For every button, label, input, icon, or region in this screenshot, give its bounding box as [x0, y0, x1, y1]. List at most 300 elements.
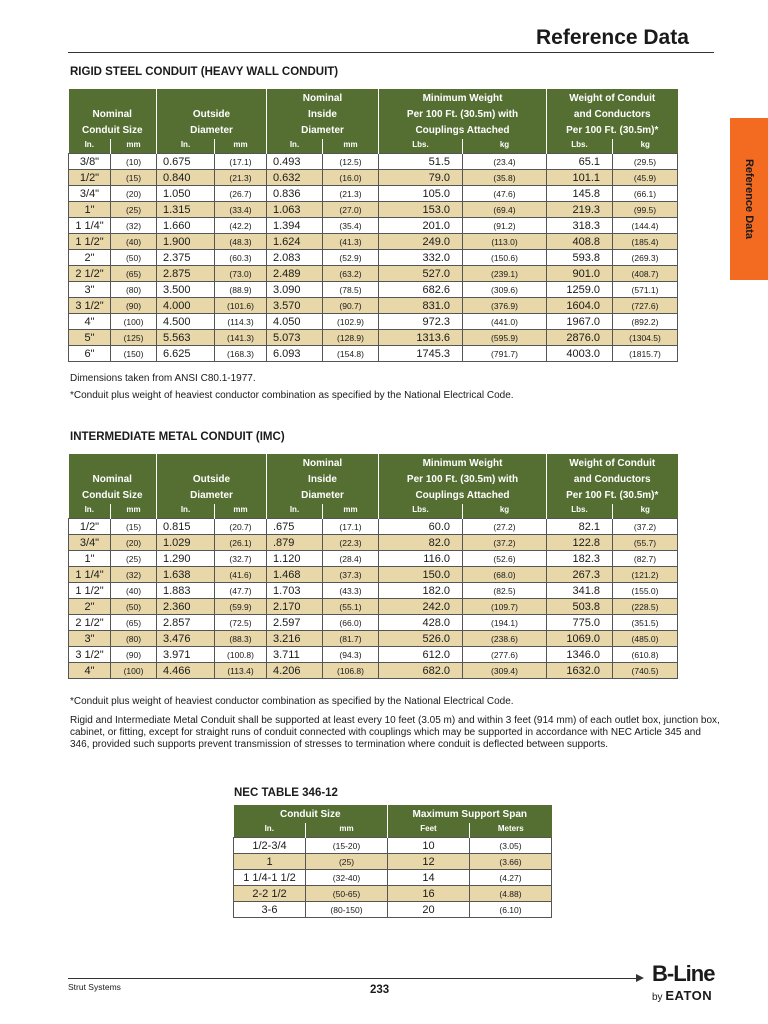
rsc-section-title: RIGID STEEL CONDUIT (HEAVY WALL CONDUIT) — [70, 66, 339, 78]
table-cell: 201.0 — [379, 218, 463, 234]
table-cell: 0.836 — [267, 186, 323, 202]
table-cell: 2.875 — [157, 266, 215, 282]
table-cell: 4" — [69, 663, 111, 679]
rsc-note-ansi: Dimensions taken from ANSI C80.1-1977. — [70, 373, 256, 384]
table-cell: (571.1) — [613, 282, 678, 298]
table-cell: 0.675 — [157, 154, 215, 170]
table-cell: (22.3) — [323, 535, 379, 551]
table-row — [69, 631, 678, 647]
table-cell: 6" — [69, 346, 111, 362]
table-cell: (37.2) — [613, 519, 678, 535]
table-row — [234, 870, 552, 886]
table-cell: 0.840 — [157, 170, 215, 186]
table-cell: 4.050 — [267, 314, 323, 330]
table-row — [69, 266, 678, 282]
table-cell: (20.7) — [215, 519, 267, 535]
table-cell: (1815.7) — [613, 346, 678, 362]
table-cell: .675 — [267, 519, 323, 535]
table-cell: 242.0 — [379, 599, 463, 615]
table-cell: (50) — [111, 250, 157, 266]
table-cell: (10) — [111, 154, 157, 170]
rsc-table — [68, 89, 678, 362]
table-cell: 1.050 — [157, 186, 215, 202]
table-cell: 1604.0 — [547, 298, 613, 314]
table-cell: 116.0 — [379, 551, 463, 567]
table-cell: (73.0) — [215, 266, 267, 282]
table-cell: (727.6) — [613, 298, 678, 314]
table-cell: 4.000 — [157, 298, 215, 314]
table-cell: 4" — [69, 314, 111, 330]
table-row — [69, 615, 678, 631]
table-cell: 3" — [69, 631, 111, 647]
table-cell: 79.0 — [379, 170, 463, 186]
table-cell: (155.0) — [613, 583, 678, 599]
table-cell: 428.0 — [379, 615, 463, 631]
table-cell: 20 — [388, 902, 470, 918]
table-cell: (90.7) — [323, 298, 379, 314]
table-cell: (194.1) — [463, 615, 547, 631]
side-tab — [730, 118, 768, 280]
nec-section-title: NEC TABLE 346-12 — [234, 787, 338, 799]
table-cell: 1632.0 — [547, 663, 613, 679]
table-cell: (277.6) — [463, 647, 547, 663]
table-row — [69, 519, 678, 535]
table-cell: (3.05) — [470, 838, 552, 854]
table-cell: (21.3) — [323, 186, 379, 202]
table-cell: (50-65) — [306, 886, 388, 902]
table-cell: 2.597 — [267, 615, 323, 631]
table-cell: (16.0) — [323, 170, 379, 186]
table-cell: 1259.0 — [547, 282, 613, 298]
table-cell: (82.7) — [613, 551, 678, 567]
table-cell: (17.1) — [323, 519, 379, 535]
subheader-meters: Meters — [470, 823, 552, 838]
subheader-lbs: Lbs. — [547, 504, 613, 519]
table-cell: (20) — [111, 186, 157, 202]
subheader-kg: kg — [463, 504, 547, 519]
table-cell: (32) — [111, 567, 157, 583]
table-cell: (25) — [111, 202, 157, 218]
side-tab-label: Reference Data — [743, 158, 755, 240]
table-row — [234, 854, 552, 870]
table-cell: 1/2" — [69, 170, 111, 186]
imc-header-outside-diameter: Outside Diameter — [157, 454, 267, 504]
table-row — [69, 535, 678, 551]
table-cell: 60.0 — [379, 519, 463, 535]
table-cell: (40) — [111, 583, 157, 599]
table-cell: 3.476 — [157, 631, 215, 647]
table-cell: (28.4) — [323, 551, 379, 567]
table-cell: (6.10) — [470, 902, 552, 918]
table-cell: (68.0) — [463, 567, 547, 583]
table-cell: 4.206 — [267, 663, 323, 679]
table-cell: (3.66) — [470, 854, 552, 870]
table-cell: 65.1 — [547, 154, 613, 170]
table-cell: (740.5) — [613, 663, 678, 679]
imc-note-nec: *Conduit plus weight of heaviest conductor combination as specified by the National Electrical Code. — [70, 696, 514, 707]
table-cell: 1/2-3/4 — [234, 838, 306, 854]
table-cell: 2.375 — [157, 250, 215, 266]
table-cell: (82.5) — [463, 583, 547, 599]
table-cell: 6.625 — [157, 346, 215, 362]
table-cell: (80) — [111, 282, 157, 298]
table-cell: 682.6 — [379, 282, 463, 298]
table-cell: 831.0 — [379, 298, 463, 314]
table-cell: (150) — [111, 346, 157, 362]
table-cell: (25) — [306, 854, 388, 870]
subheader-mm: mm — [215, 504, 267, 519]
table-cell: (121.2) — [613, 567, 678, 583]
subheader-kg: kg — [613, 139, 678, 154]
table-row — [69, 346, 678, 362]
table-cell: (69.4) — [463, 202, 547, 218]
table-cell: 1.703 — [267, 583, 323, 599]
table-cell: 2.083 — [267, 250, 323, 266]
table-cell: 3.570 — [267, 298, 323, 314]
table-cell: (43.3) — [323, 583, 379, 599]
nec-table — [233, 805, 552, 918]
table-cell: 249.0 — [379, 234, 463, 250]
table-cell: (37.3) — [323, 567, 379, 583]
table-cell: 3/8" — [69, 154, 111, 170]
table-cell: 3.090 — [267, 282, 323, 298]
table-cell: 1 1/2" — [69, 234, 111, 250]
table-cell: 682.0 — [379, 663, 463, 679]
table-cell: (144.4) — [613, 218, 678, 234]
table-cell: (66.0) — [323, 615, 379, 631]
subheader-mm: mm — [306, 823, 388, 838]
table-row — [69, 186, 678, 202]
table-cell: 12 — [388, 854, 470, 870]
table-cell: 219.3 — [547, 202, 613, 218]
table-cell: 10 — [388, 838, 470, 854]
table-row — [234, 886, 552, 902]
nec-header-max-span: Maximum Support Span — [388, 805, 552, 823]
table-row — [69, 314, 678, 330]
table-cell: (27.2) — [463, 519, 547, 535]
table-cell: (40) — [111, 234, 157, 250]
table-cell: 2.360 — [157, 599, 215, 615]
table-cell: (15) — [111, 519, 157, 535]
brand-byline: by EATON — [652, 988, 713, 1003]
table-cell: 1.660 — [157, 218, 215, 234]
table-cell: 2.857 — [157, 615, 215, 631]
table-cell: (141.3) — [215, 330, 267, 346]
table-cell: (408.7) — [613, 266, 678, 282]
table-cell: (52.9) — [323, 250, 379, 266]
table-cell: 150.0 — [379, 567, 463, 583]
table-cell: (100.8) — [215, 647, 267, 663]
table-cell: (80-150) — [306, 902, 388, 918]
table-cell: 1069.0 — [547, 631, 613, 647]
table-cell: 1.063 — [267, 202, 323, 218]
subheader-kg: kg — [463, 139, 547, 154]
table-cell: (48.3) — [215, 234, 267, 250]
table-cell: (125) — [111, 330, 157, 346]
table-cell: (228.5) — [613, 599, 678, 615]
table-cell: 3" — [69, 282, 111, 298]
table-cell: 14 — [388, 870, 470, 886]
table-cell: (78.5) — [323, 282, 379, 298]
table-cell: 1.029 — [157, 535, 215, 551]
table-row — [69, 567, 678, 583]
subheader-lbs: Lbs. — [379, 504, 463, 519]
footer-arrow-icon — [636, 974, 644, 982]
table-cell: (239.1) — [463, 266, 547, 282]
table-cell: 408.8 — [547, 234, 613, 250]
table-cell: 145.8 — [547, 186, 613, 202]
table-row — [69, 663, 678, 679]
table-cell: 1745.3 — [379, 346, 463, 362]
table-cell: (595.9) — [463, 330, 547, 346]
subheader-in: In. — [157, 139, 215, 154]
table-cell: 612.0 — [379, 647, 463, 663]
table-cell: 1/2" — [69, 519, 111, 535]
table-cell: 3 1/2" — [69, 647, 111, 663]
table-cell: 332.0 — [379, 250, 463, 266]
table-cell: 1 1/4" — [69, 218, 111, 234]
subheader-in: In. — [267, 139, 323, 154]
table-cell: 1 1/2" — [69, 583, 111, 599]
table-cell: (4.27) — [470, 870, 552, 886]
table-cell: (27.0) — [323, 202, 379, 218]
table-cell: (90) — [111, 647, 157, 663]
table-row — [69, 170, 678, 186]
table-row — [69, 583, 678, 599]
table-cell: (309.4) — [463, 663, 547, 679]
imc-header-weight-conductors: Weight of Conduit and Conductors Per 100 Ft. (30.5m)* — [547, 454, 678, 504]
table-cell: (63.2) — [323, 266, 379, 282]
table-cell: 1.394 — [267, 218, 323, 234]
table-cell: 82.0 — [379, 535, 463, 551]
table-cell: 0.493 — [267, 154, 323, 170]
table-cell: (60.3) — [215, 250, 267, 266]
table-cell: (101.6) — [215, 298, 267, 314]
table-cell: (1304.5) — [613, 330, 678, 346]
table-cell: (55.1) — [323, 599, 379, 615]
subheader-feet: Feet — [388, 823, 470, 838]
table-cell: 2" — [69, 599, 111, 615]
table-cell: 182.0 — [379, 583, 463, 599]
table-cell: (892.2) — [613, 314, 678, 330]
table-row — [69, 218, 678, 234]
table-cell: (791.7) — [463, 346, 547, 362]
table-row — [69, 282, 678, 298]
table-cell: 1.290 — [157, 551, 215, 567]
table-cell: 3.711 — [267, 647, 323, 663]
subheader-mm: mm — [215, 139, 267, 154]
table-cell: 3-6 — [234, 902, 306, 918]
subheader-in: In. — [157, 504, 215, 519]
table-cell: (113.4) — [215, 663, 267, 679]
table-cell: (88.3) — [215, 631, 267, 647]
imc-header-min-weight: Minimum Weight Per 100 Ft. (30.5m) with Couplings Attached — [379, 454, 547, 504]
table-cell: (106.8) — [323, 663, 379, 679]
table-cell: 4003.0 — [547, 346, 613, 362]
table-cell: 1313.6 — [379, 330, 463, 346]
table-cell: 1.624 — [267, 234, 323, 250]
table-cell: (81.7) — [323, 631, 379, 647]
table-cell: 3/4" — [69, 535, 111, 551]
subheader-mm: mm — [111, 504, 157, 519]
table-cell: (29.5) — [613, 154, 678, 170]
table-cell: 3 1/2" — [69, 298, 111, 314]
table-cell: (37.2) — [463, 535, 547, 551]
imc-header-inside-diameter: Nominal Inside Diameter — [267, 454, 379, 504]
table-row — [69, 551, 678, 567]
brand-name: B-Line — [652, 961, 715, 986]
table-cell: 5.563 — [157, 330, 215, 346]
table-cell: (32.7) — [215, 551, 267, 567]
table-cell: 4.466 — [157, 663, 215, 679]
table-row — [69, 250, 678, 266]
table-row — [69, 599, 678, 615]
table-cell: 2" — [69, 250, 111, 266]
table-cell: (50) — [111, 599, 157, 615]
table-cell: 1346.0 — [547, 647, 613, 663]
table-cell: 318.3 — [547, 218, 613, 234]
table-cell: 267.3 — [547, 567, 613, 583]
rsc-header-inside-diameter: Nominal Inside Diameter — [267, 89, 379, 139]
table-cell: .879 — [267, 535, 323, 551]
table-cell: 1.120 — [267, 551, 323, 567]
table-cell: (26.7) — [215, 186, 267, 202]
subheader-in: In. — [69, 139, 111, 154]
table-cell: (100) — [111, 314, 157, 330]
table-cell: 2-2 1/2 — [234, 886, 306, 902]
table-cell: (309.6) — [463, 282, 547, 298]
table-cell: (35.8) — [463, 170, 547, 186]
table-cell: 1 — [234, 854, 306, 870]
table-cell: (47.7) — [215, 583, 267, 599]
imc-section-title: INTERMEDIATE METAL CONDUIT (IMC) — [70, 431, 285, 443]
table-cell: (80) — [111, 631, 157, 647]
table-cell: (33.4) — [215, 202, 267, 218]
table-cell: (32) — [111, 218, 157, 234]
table-cell: (238.6) — [463, 631, 547, 647]
table-cell: 2.489 — [267, 266, 323, 282]
table-row — [69, 202, 678, 218]
table-cell: (17.1) — [215, 154, 267, 170]
table-cell: (21.3) — [215, 170, 267, 186]
rsc-header-outside-diameter: Outside Diameter — [157, 89, 267, 139]
table-row — [69, 234, 678, 250]
table-cell: (113.0) — [463, 234, 547, 250]
table-cell: 972.3 — [379, 314, 463, 330]
table-cell: 101.1 — [547, 170, 613, 186]
b-line-logo — [652, 962, 724, 1003]
table-cell: 2.170 — [267, 599, 323, 615]
table-cell: 105.0 — [379, 186, 463, 202]
table-cell: 3.500 — [157, 282, 215, 298]
table-cell: 153.0 — [379, 202, 463, 218]
table-cell: (99.5) — [613, 202, 678, 218]
table-row — [69, 647, 678, 663]
table-cell: 1 1/4" — [69, 567, 111, 583]
table-cell: (15) — [111, 170, 157, 186]
table-cell: (485.0) — [613, 631, 678, 647]
table-cell: 1.468 — [267, 567, 323, 583]
table-cell: 182.3 — [547, 551, 613, 567]
table-cell: (109.7) — [463, 599, 547, 615]
footer-divider — [68, 978, 638, 979]
table-cell: (114.3) — [215, 314, 267, 330]
table-cell: 0.632 — [267, 170, 323, 186]
rsc-header-weight-conductors: Weight of Conduit and Conductors Per 100 Ft. (30.5m)* — [547, 89, 678, 139]
subheader-kg: kg — [613, 504, 678, 519]
table-cell: 6.093 — [267, 346, 323, 362]
table-cell: (351.5) — [613, 615, 678, 631]
table-cell: (65) — [111, 615, 157, 631]
table-cell: (100) — [111, 663, 157, 679]
table-cell: 2 1/2" — [69, 615, 111, 631]
table-cell: 3/4" — [69, 186, 111, 202]
table-cell: (25) — [111, 551, 157, 567]
table-cell: 5" — [69, 330, 111, 346]
table-row — [234, 838, 552, 854]
nec-header-conduit-size: Conduit Size — [234, 805, 388, 823]
table-cell: 1967.0 — [547, 314, 613, 330]
table-cell: (55.7) — [613, 535, 678, 551]
imc-table — [68, 454, 678, 679]
table-cell: (35.4) — [323, 218, 379, 234]
table-cell: (88.9) — [215, 282, 267, 298]
page-title: Reference Data — [536, 26, 689, 49]
table-cell: 2 1/2" — [69, 266, 111, 282]
table-row — [234, 902, 552, 918]
table-cell: (185.4) — [613, 234, 678, 250]
imc-header-nominal-size: Nominal Conduit Size — [69, 454, 157, 504]
table-cell: (72.5) — [215, 615, 267, 631]
table-cell: 1 1/4-1 1/2 — [234, 870, 306, 886]
table-row — [69, 154, 678, 170]
table-cell: 16 — [388, 886, 470, 902]
subheader-in: In. — [267, 504, 323, 519]
table-cell: (45.9) — [613, 170, 678, 186]
subheader-mm: mm — [323, 139, 379, 154]
subheader-mm: mm — [323, 504, 379, 519]
table-cell: (376.9) — [463, 298, 547, 314]
table-cell: (26.1) — [215, 535, 267, 551]
table-cell: (41.6) — [215, 567, 267, 583]
table-cell: 5.073 — [267, 330, 323, 346]
table-cell: (102.9) — [323, 314, 379, 330]
table-cell: 503.8 — [547, 599, 613, 615]
table-cell: (23.4) — [463, 154, 547, 170]
page-number: 233 — [370, 984, 390, 996]
table-cell: (41.3) — [323, 234, 379, 250]
table-cell: (441.0) — [463, 314, 547, 330]
table-cell: 526.0 — [379, 631, 463, 647]
table-cell: 82.1 — [547, 519, 613, 535]
table-row — [69, 330, 678, 346]
title-divider — [68, 52, 714, 53]
table-cell: 3.216 — [267, 631, 323, 647]
table-cell: (4.88) — [470, 886, 552, 902]
rsc-header-min-weight: Minimum Weight Per 100 Ft. (30.5m) with Couplings Attached — [379, 89, 547, 139]
table-cell: 1" — [69, 202, 111, 218]
table-cell: (94.3) — [323, 647, 379, 663]
table-cell: 1" — [69, 551, 111, 567]
table-cell: 341.8 — [547, 583, 613, 599]
subheader-lbs: Lbs. — [379, 139, 463, 154]
table-cell: 3.971 — [157, 647, 215, 663]
table-cell: (42.2) — [215, 218, 267, 234]
subheader-lbs: Lbs. — [547, 139, 613, 154]
table-cell: (154.8) — [323, 346, 379, 362]
table-cell: 4.500 — [157, 314, 215, 330]
table-cell: (150.6) — [463, 250, 547, 266]
